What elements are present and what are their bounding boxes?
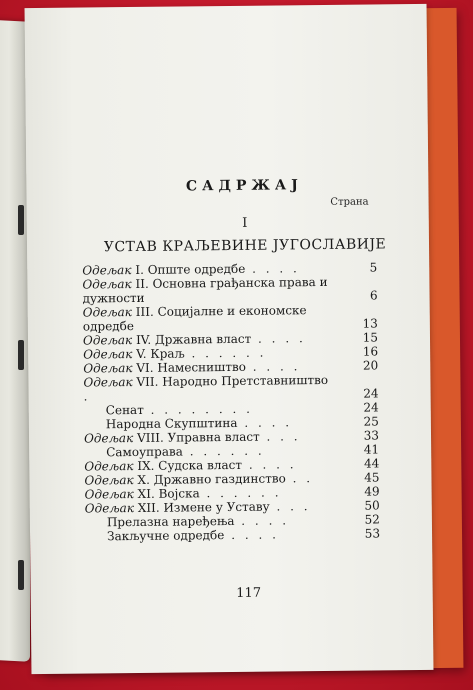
toc-entry-text: Закључне одредбе xyxy=(106,528,225,544)
toc-entry-text: Самоуправа xyxy=(106,444,183,460)
toc-entry-text: XI. Војска xyxy=(137,486,200,501)
toc-entry-page: 41 xyxy=(363,442,380,457)
toc-entry-text: XII. Измене у Уставу xyxy=(137,499,270,515)
page-number: 117 xyxy=(236,585,262,601)
toc-entry-leader: . . . . xyxy=(234,513,290,528)
toc-entry-leader: . . . . xyxy=(237,415,293,430)
toc-entry-label xyxy=(83,303,333,334)
toc-entry-page: 24 xyxy=(363,400,379,415)
toc-entry-prefix: Одељак xyxy=(84,473,134,488)
toc-entry-page: 15 xyxy=(362,330,379,345)
toc-entry-page: 24 xyxy=(363,386,379,401)
toc-entry-prefix: Одељак xyxy=(82,277,132,292)
toc-entry-prefix: Одељак xyxy=(83,431,134,446)
toc-entry-text: VIII. Управна власт xyxy=(136,429,260,445)
binding-thread xyxy=(18,205,24,235)
toc-entry xyxy=(82,274,377,305)
binding-thread xyxy=(18,340,24,370)
toc-entry xyxy=(85,526,380,543)
toc-entry-leader: . . . . xyxy=(251,331,306,346)
toc-entry-page: 13 xyxy=(362,316,378,331)
toc-entry-leader: . . . . . . . . xyxy=(143,401,253,417)
toc-entry-label xyxy=(85,527,279,543)
toc-entry-text: IV. Државна власт xyxy=(135,331,252,347)
toc-entry-leader: . . . . xyxy=(245,359,301,374)
toc-entry-leader: . . . . . . xyxy=(199,485,282,501)
toc-entry-page: 53 xyxy=(364,526,381,541)
book-page xyxy=(25,4,434,674)
toc-entry-text: I. Опште одредбе xyxy=(135,261,246,277)
part-number: I xyxy=(242,215,248,231)
toc-entry-page: 16 xyxy=(362,344,379,359)
toc-entry-page: 20 xyxy=(362,358,379,373)
toc-entry-page: 44 xyxy=(363,456,380,471)
toc-entry-text: Сенат xyxy=(105,402,144,418)
toc-entry-text: Прелазна наређења xyxy=(106,513,235,530)
toc-entry-leader: . . . xyxy=(259,429,301,444)
toc-entry-page: 5 xyxy=(369,260,378,275)
toc-entry-text: IX. Судска власт xyxy=(137,457,243,473)
toc-entry-leader: . . xyxy=(285,471,314,486)
toc-entry-label xyxy=(82,275,332,306)
toc-entry-label xyxy=(83,373,333,404)
toc-entry-page: 45 xyxy=(364,470,380,485)
toc-entry-text: III. Социјалне и економске одредбе xyxy=(82,303,307,334)
toc-entry-page: 52 xyxy=(364,512,380,527)
toc-entry-page: 6 xyxy=(369,288,378,303)
toc-entry-text: V. Краљ xyxy=(136,346,185,361)
toc-entry xyxy=(83,302,378,333)
toc-entry-prefix: Одељак xyxy=(84,459,134,474)
toc-entry-leader: . . . . xyxy=(224,527,279,543)
toc-entry-leader: . . . xyxy=(269,499,311,514)
toc-entry-page: 25 xyxy=(363,414,379,429)
toc-entry-page: 33 xyxy=(363,428,380,443)
contents-heading: САДРЖАЈ xyxy=(185,177,303,195)
toc-entry-page: 49 xyxy=(364,484,380,499)
toc-entry-leader: . xyxy=(83,389,91,404)
toc-entry-text: VII. Народно Претставништво xyxy=(136,372,329,389)
toc-entry-page: 50 xyxy=(364,498,380,513)
toc-entry-leader: . . . . . . xyxy=(184,345,267,361)
toc-entry-prefix: Одељак xyxy=(84,501,135,516)
toc-entry-prefix: Одељак xyxy=(83,347,133,362)
binding-thread xyxy=(18,560,24,590)
toc-entry-prefix: Одељак xyxy=(82,305,132,320)
toc-entry-prefix: Одељак xyxy=(82,333,133,348)
toc-entry-leader: . . . . . . xyxy=(182,443,265,459)
toc-entry-text: II. Основна грађанска права и дужности xyxy=(82,274,328,306)
toc-entry-text: VI. Намесништво xyxy=(136,359,246,375)
toc-entry-leader: . . . . xyxy=(241,457,297,472)
part-title: УСТАВ КРАЉЕВИНЕ ЈУГОСЛАВИЈЕ xyxy=(103,236,387,256)
toc-entry xyxy=(83,372,378,403)
table-of-contents xyxy=(82,260,380,543)
toc-entry-prefix: Одељак xyxy=(83,361,133,376)
toc-entry-prefix: Одељак xyxy=(83,375,133,390)
toc-entry-prefix: Одељак xyxy=(82,263,132,278)
toc-entry-prefix: Одељак xyxy=(84,487,134,502)
toc-entry-leader: . . . . xyxy=(245,261,300,276)
page-column-label: Страна xyxy=(330,196,369,208)
toc-entry-text: Народна Скупштина xyxy=(105,415,238,432)
toc-entry-text: X. Државно газдинство xyxy=(137,471,286,487)
